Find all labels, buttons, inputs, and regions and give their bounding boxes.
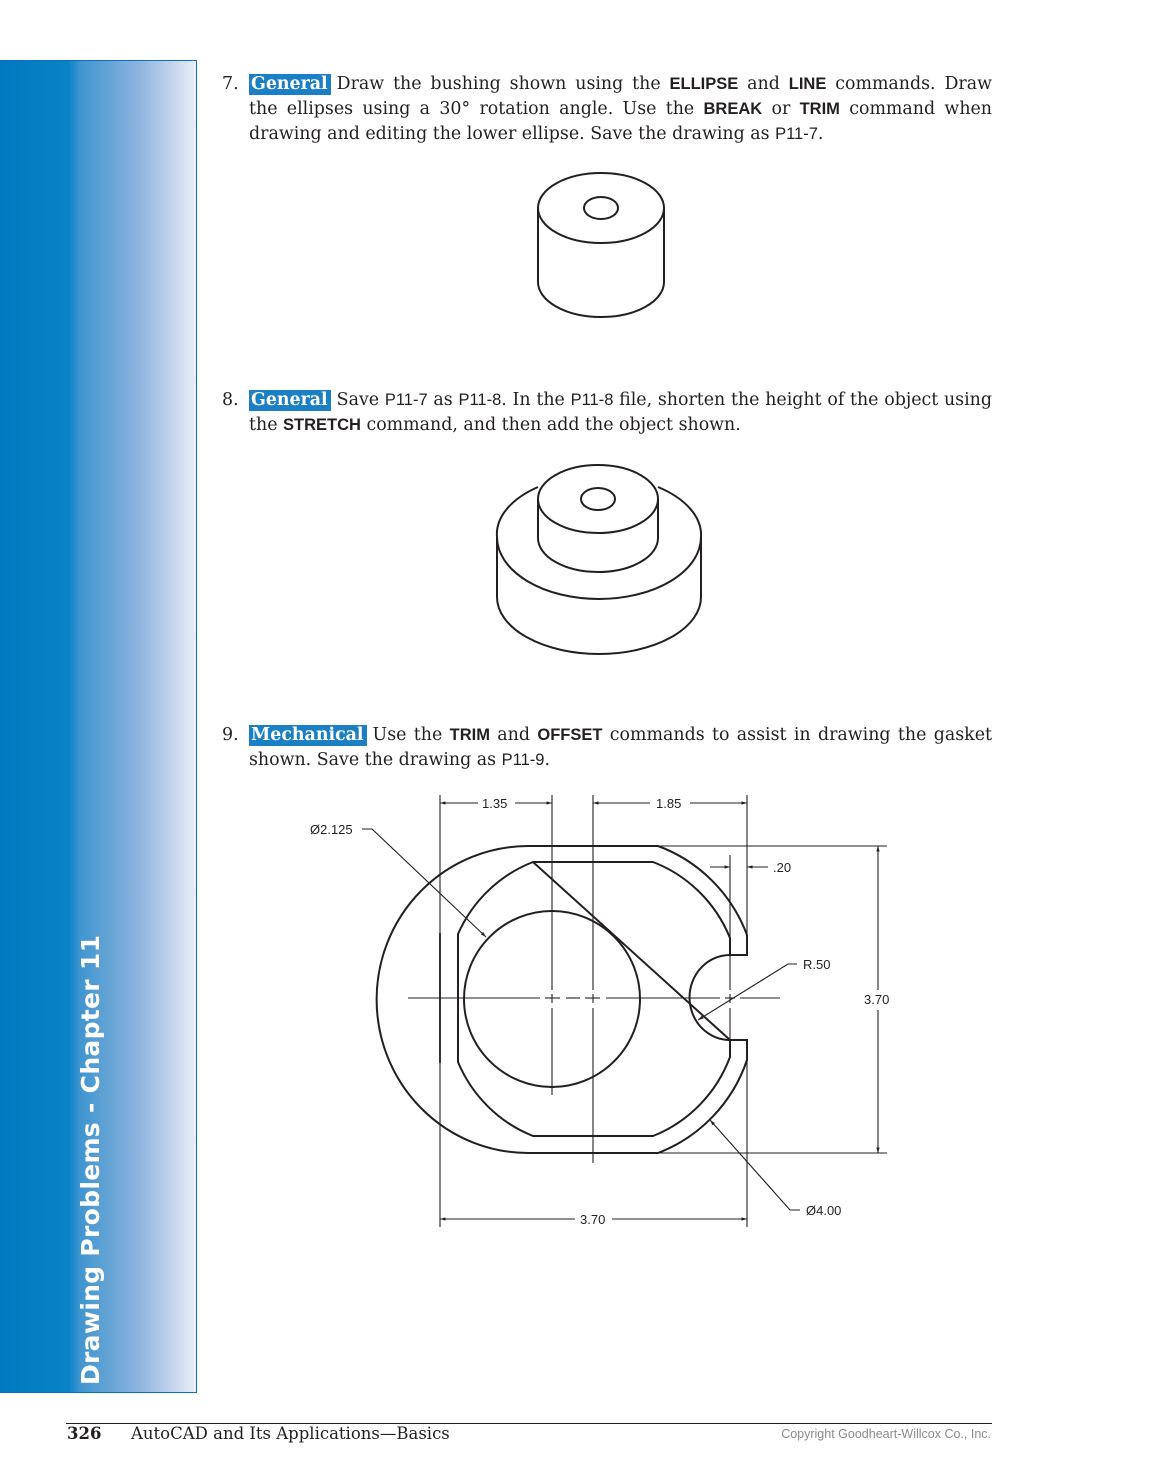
command-name: TRIM bbox=[449, 726, 490, 744]
problem-7 bbox=[222, 72, 992, 147]
problem-number: 8. bbox=[222, 390, 239, 410]
dim-offset: .20 bbox=[773, 860, 792, 875]
file-name: P11-9 bbox=[501, 751, 545, 769]
text-run: command when drawing and editing the lower ellipse. Save the drawing as bbox=[249, 99, 993, 144]
file-name: P11-8 bbox=[458, 391, 502, 409]
command-name: LINE bbox=[788, 75, 827, 93]
text-run: command, and then add the object shown. bbox=[360, 415, 741, 435]
problem-text bbox=[249, 72, 992, 147]
text-run: or bbox=[762, 99, 800, 119]
problem-number: 7. bbox=[222, 74, 239, 94]
command-name: OFFSET bbox=[537, 726, 603, 744]
dim-width: 3.70 bbox=[580, 1212, 606, 1227]
sidebar-chapter-title: Drawing Problems - Chapter 11 bbox=[76, 934, 105, 1385]
dim-top-left: 1.35 bbox=[482, 796, 508, 811]
dim-top-right: 1.85 bbox=[656, 796, 682, 811]
problem-text bbox=[249, 388, 992, 438]
text-run: Use the bbox=[372, 725, 450, 745]
problem-8 bbox=[222, 388, 992, 438]
category-tag: Mechanical bbox=[249, 725, 367, 746]
bushing-figure bbox=[520, 165, 680, 325]
copyright-notice: Copyright Goodheart-Willcox Co., Inc. bbox=[781, 1427, 991, 1441]
problem-9 bbox=[222, 723, 992, 773]
category-tag: General bbox=[249, 390, 331, 411]
dim-notch-radius: R.50 bbox=[803, 957, 831, 972]
gasket-figure bbox=[300, 785, 900, 1235]
book-title: AutoCAD and Its Applications—Basics bbox=[131, 1424, 450, 1443]
text-run: commands to assist in drawing the gasket shown. Save the drawing as bbox=[249, 725, 992, 770]
file-name: P11-7 bbox=[384, 391, 428, 409]
text-run: commands. Draw the ellipses using a 30° rotation angle. Use the bbox=[249, 74, 992, 119]
stepped-bushing-figure bbox=[480, 455, 720, 665]
file-name: P11-7 bbox=[775, 125, 818, 143]
text-run: Draw the bushing shown using the bbox=[336, 74, 670, 94]
text-run: . bbox=[817, 124, 824, 144]
command-name: STRETCH bbox=[283, 416, 361, 434]
command-name: ELLIPSE bbox=[669, 75, 739, 93]
text-run: and bbox=[489, 725, 538, 745]
dim-hole-diameter: Ø2.125 bbox=[310, 822, 353, 837]
text-run: and bbox=[738, 74, 789, 94]
problem-number: 9. bbox=[222, 725, 239, 745]
command-name: BREAK bbox=[703, 100, 763, 118]
text-run: as bbox=[427, 390, 459, 410]
text-run: Save bbox=[336, 390, 385, 410]
file-name: P11-8 bbox=[570, 391, 614, 409]
dim-outer-diameter: Ø4.00 bbox=[806, 1203, 842, 1218]
text-run: file, shorten the height of the object using the bbox=[249, 390, 993, 435]
page-number: 326 bbox=[67, 1424, 102, 1443]
category-tag: General bbox=[249, 74, 331, 95]
dim-height: 3.70 bbox=[864, 992, 890, 1007]
command-name: TRIM bbox=[799, 100, 840, 118]
problem-text bbox=[249, 723, 992, 773]
text-run: . bbox=[544, 750, 550, 770]
text-run: . In the bbox=[501, 390, 571, 410]
